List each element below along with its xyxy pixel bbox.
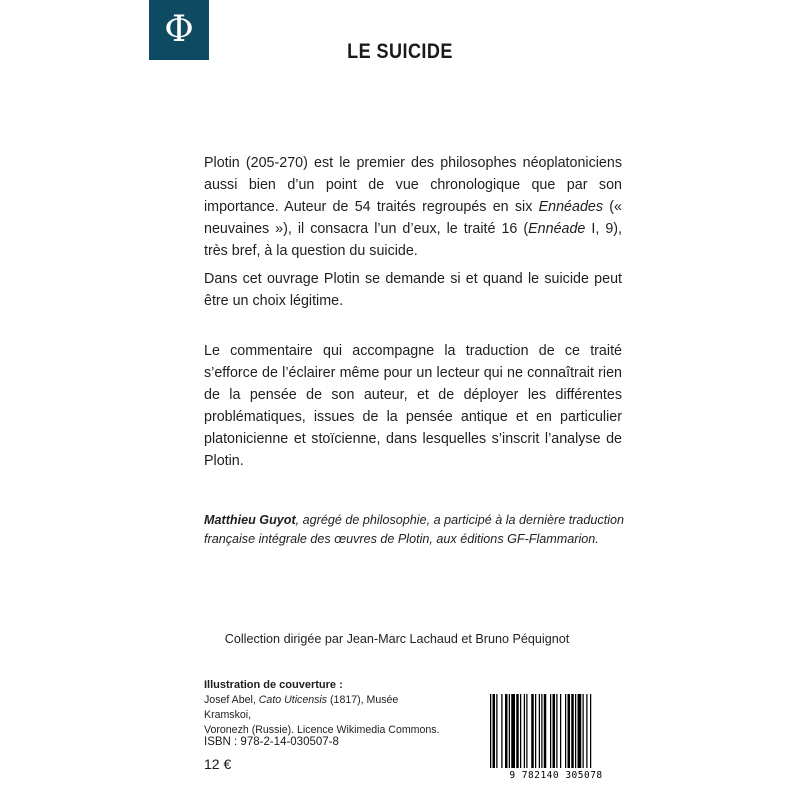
author-bio: Matthieu Guyot, agrégé de philosophie, a participé à la dernière traduction française intégrale des œuvres de Plotin, aux éditions GF-Flammarion. <box>204 513 625 546</box>
illustration-line-2: Voronezh (Russie). Licence Wikimedia Commons. <box>204 724 440 736</box>
collection-credit: Collection dirigée par Jean-Marc Lachaud et Bruno Péquignot <box>224 632 570 646</box>
barcode-bars-icon <box>478 690 634 770</box>
barcode-bar <box>511 694 515 768</box>
barcode-bar <box>583 694 584 768</box>
barcode-bar <box>520 694 521 768</box>
barcode-bar <box>516 694 519 768</box>
author-name: Matthieu Guyot <box>204 513 296 527</box>
barcode-bar <box>544 694 547 768</box>
book-title: LE SUICIDE <box>347 40 453 63</box>
barcode-bar <box>531 694 534 768</box>
barcode-bar <box>535 694 536 768</box>
barcode-bar <box>571 694 574 768</box>
barcode-bar <box>553 694 556 768</box>
barcode-bar <box>568 694 571 768</box>
illustration-line-1: Josef Abel, Cato Uticensis (1817), Musée Kramskoi, <box>204 694 399 721</box>
barcode-bar <box>578 694 582 768</box>
barcode-bar <box>590 694 591 768</box>
barcode-bar <box>575 694 576 768</box>
barcode-bar <box>526 694 527 768</box>
illustration-credit <box>204 678 444 738</box>
barcode-bar <box>539 694 540 768</box>
barcode-bar <box>565 694 566 768</box>
summary-paragraph-2: Dans cet ouvrage Plotin se demande si et quand le suicide peut être un choix légitime. <box>204 271 622 309</box>
barcode-bar <box>586 694 587 768</box>
barcode-bar <box>541 694 542 768</box>
barcode-bar <box>496 694 497 768</box>
summary-paragraph-1: Plotin (205-270) est le premier des philosophes néoplatoniciens aussi bien d’un point de vue chronologique que par son importance. Auteur de 54 traités regroupés en six Ennéades (« neuvaines »), il consacra l’un d’eux, le traité 16 (Ennéade I, 9), très bref, à la question du suicide. <box>204 155 623 259</box>
barcode-bar <box>493 694 496 768</box>
summary-paragraph-3: Le commentaire qui accompagne la traduction de ce traité s’efforce de l’éclairer même pour un lecteur qui ne connaîtrait rien de la pensée de son auteur, et de déployer les différentes problématiques, issues de la pensée antique et en particulier platonicienne et stoïcienne, dans lesquelles s’inscrit l’analyse de Plotin. <box>204 343 622 469</box>
barcode-bar <box>560 694 561 768</box>
illustration-heading: Illustration de couverture : <box>204 679 343 691</box>
barcode-bar <box>490 694 491 768</box>
barcode-digits: 9 782140 305078 <box>509 770 603 781</box>
phi-logo-icon: Φ <box>164 9 194 50</box>
barcode <box>478 690 634 790</box>
barcode-bar <box>509 694 510 768</box>
barcode-bar <box>501 694 502 768</box>
barcode-bar <box>550 694 551 768</box>
barcode-bar <box>524 694 525 768</box>
price: 12 € <box>204 756 232 772</box>
barcode-bar <box>505 694 508 768</box>
barcode-bar <box>556 694 557 768</box>
isbn: ISBN : 978-2-14-030507-8 <box>204 736 339 748</box>
